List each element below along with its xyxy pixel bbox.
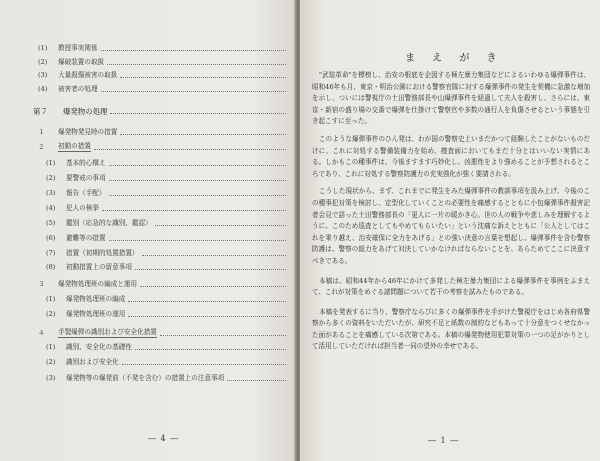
toc-entry bbox=[46, 159, 288, 168]
toc-entry-number: 第７ bbox=[33, 107, 48, 116]
toc-entry bbox=[46, 174, 288, 183]
toc-entry-number: (3) bbox=[46, 374, 56, 382]
toc-leader-dots bbox=[128, 315, 286, 317]
preface-body bbox=[312, 70, 590, 353]
toc-entry-number: (1) bbox=[46, 159, 56, 167]
toc-entry-number: (1) bbox=[38, 44, 48, 52]
preface-title: ま え が き bbox=[405, 53, 504, 64]
toc-entry-number: (2) bbox=[38, 57, 48, 66]
toc-leader-dots bbox=[155, 224, 286, 226]
toc-entry bbox=[46, 343, 288, 352]
toc-leader-dots bbox=[101, 49, 286, 51]
toc-entry-label: 措置（初期的処置措置） bbox=[66, 249, 139, 257]
toc-entry-number: ４ bbox=[38, 329, 45, 337]
toc-entry-label: 爆発物発見時の措置 bbox=[58, 128, 118, 136]
toc-entry bbox=[46, 219, 288, 228]
toc-entry bbox=[46, 204, 288, 213]
toc-leader-dots bbox=[109, 194, 286, 196]
toc-entry-number: (3) bbox=[46, 189, 56, 197]
toc-entry bbox=[38, 142, 288, 152]
paragraph: "武装革命"を標榜し、治安の根底を企図する極左暴力集団などによるいわゆる爆弾事件は、昭和46年も月、東京・明治公園における警察官隊に対する爆弾事件の発生を契機に急激な増加を示し、ついには警視庁の土田警務部長や山爆弾事件を経過して夫人を殺害し、さらには、東京・新宿の盛り場の交番で爆弾を仕掛けて警察官や多数の通行人を負傷させるという事態を引き起こすに至った。 bbox=[312, 71, 590, 126]
toc-entry-label: 鑑別（応急的な識別、鑑認） bbox=[66, 219, 152, 227]
toc-entry-number: (2) bbox=[46, 358, 56, 366]
toc-entry-number: (8) bbox=[46, 263, 56, 271]
toc-entry-number: (6) bbox=[46, 234, 56, 242]
toc-entry bbox=[46, 374, 288, 383]
toc-leader-dots bbox=[110, 112, 286, 114]
toc-entry-number: (1) bbox=[46, 343, 56, 351]
toc-entry-label: 要警戒の事項 bbox=[66, 174, 106, 182]
toc-entry-label: 被害者の処理 bbox=[58, 84, 98, 93]
toc-entry-number: (7) bbox=[46, 249, 56, 257]
toc-entry bbox=[46, 263, 288, 272]
toc-leader-dots bbox=[227, 379, 286, 381]
toc-entry-label: 大量殺傷被害の取扱 bbox=[58, 71, 118, 80]
toc-leader-dots bbox=[109, 179, 286, 181]
toc-entry-label: 爆発物処理班の運用 bbox=[66, 310, 126, 318]
left-page-number: ― 4 ― bbox=[148, 434, 180, 443]
paragraph: 本稿は、昭和44年から46年にかけて多発した極左暴力集団による爆弾事件を事例をふまえて、これが対策をめぐる諸問題について若干の考察を試みたものである。 bbox=[312, 276, 590, 297]
toc-entry-label: 識別および安全化 bbox=[66, 358, 119, 366]
toc-entry-label: 爆発物等の爆発前（不発を含む）の措置上の注意事項 bbox=[66, 374, 225, 382]
toc-entry bbox=[38, 128, 288, 137]
left-page bbox=[0, 0, 296, 461]
toc-leader-dots bbox=[135, 268, 286, 270]
toc-entry-number: (5) bbox=[46, 219, 56, 227]
toc-entry-label: 基本的心構え bbox=[66, 159, 106, 167]
toc-entry-number: (3) bbox=[38, 71, 48, 80]
toc-entry-label: 教授事実関係 bbox=[58, 44, 98, 52]
toc-entry-number: (1) bbox=[46, 295, 56, 303]
toc-leader-dots bbox=[120, 76, 286, 78]
toc-leader-dots bbox=[102, 209, 286, 211]
toc-entry-number: (2) bbox=[46, 174, 56, 182]
toc-entry bbox=[38, 71, 288, 80]
toc-leader-dots bbox=[94, 148, 286, 150]
toc-entry bbox=[38, 328, 288, 338]
toc-entry-number: ２ bbox=[38, 143, 45, 151]
toc-leader-dots bbox=[140, 285, 286, 287]
toc-entry bbox=[46, 249, 288, 258]
toc-entry bbox=[38, 280, 288, 289]
toc-entry bbox=[46, 358, 288, 367]
toc-entry-number: １ bbox=[38, 128, 45, 136]
toc-leader-dots bbox=[142, 254, 286, 256]
toc-entry-label: 手製爆弾の識別および安全化措置 bbox=[58, 328, 157, 336]
toc-entry-number: (2) bbox=[46, 310, 56, 318]
toc-entry bbox=[38, 85, 288, 94]
toc-entry-label: 識別、安全化の基礎性 bbox=[66, 343, 132, 351]
toc-entry-label: 爆発物の処理 bbox=[63, 107, 108, 116]
right-page-number: ― 1 ― bbox=[428, 436, 460, 445]
toc-entry-label: 爆破装置の取扱 bbox=[58, 57, 105, 66]
toc-leader-dots bbox=[109, 164, 286, 166]
toc-entry-label: 初動の措置 bbox=[58, 142, 91, 150]
toc-entry-number: (4) bbox=[46, 204, 56, 212]
toc-entry bbox=[46, 189, 288, 198]
paragraph: こうした現状から、まず、これまでに発生をみた爆弾事件の教訓事項を汲み上げ、今後のこの種事犯対策を検討し、定型化していくことの必要性を痛感するとともに小包爆弾事件殺害記者会見で語った土田警務部長の「更人に一片の暖かき心。世の人の戦争や悲しみを理解するように。このため巡査としてもやめてもらいたい」という沈痛な訴えとともに「公人としてはこれを乗り越え、治安確保に全力をあげる」との強い決意の言葉を想起し、爆弾事件を含む警察防護は、警察の総力をあげて対決していかなければならないことを、あらためてここに決意すべきである。 bbox=[312, 187, 590, 265]
toc-entry bbox=[46, 295, 288, 304]
toc-entry-label: 爆発物処理班の編成と運用 bbox=[58, 280, 138, 288]
paragraph: 本稿を発表するに当り、警察庁ならびに多くの爆弾事件を手がけた警視庁をはじめ各府県警察から多くの資料をいただいたが、研究不足と紙数の制約などもあって十分意をつくせなかった面があることを痛感している次第である。本稿の爆発物使用犯罪対策の一つの足がかりとして活用していただければ担当者一同の望外の幸せである。 bbox=[312, 307, 590, 351]
toc-entry bbox=[38, 58, 288, 67]
toc-leader-dots bbox=[120, 133, 286, 135]
toc-leader-dots bbox=[107, 63, 286, 65]
toc-entry-label: 避難等の措置 bbox=[66, 234, 106, 242]
toc-leader-dots bbox=[128, 300, 286, 302]
toc-entry-label: 報告（手配） bbox=[66, 189, 106, 197]
toc-leader-dots bbox=[135, 348, 286, 350]
toc-leader-dots bbox=[160, 334, 286, 336]
toc-entry-label: 犯人の検挙 bbox=[66, 204, 99, 212]
toc-entry-number: (4) bbox=[38, 84, 48, 93]
toc-entry-label: 初動措置上の留意事項 bbox=[66, 263, 132, 271]
toc-entry bbox=[46, 310, 288, 319]
toc-leader-dots bbox=[109, 239, 286, 241]
toc-leader-dots bbox=[101, 90, 286, 92]
toc-entry bbox=[38, 44, 288, 53]
paragraph: このような爆弾事件のひん発は、わが国の警察史上いまだかつて経験したことがないものだけに、これに対処する警備装備力を始め、捜査面においてもまだ十分とはいいない実情にある。しかもこの種事件は、今後ますます巧妙化し、凶悪性をより強めることが予想されるところであり、これに対処する警察防護力の充実強化が強く要請される。 bbox=[312, 134, 590, 178]
toc-leader-dots bbox=[122, 363, 286, 365]
toc-entry-number: ３ bbox=[38, 280, 45, 288]
toc-entry bbox=[33, 107, 288, 116]
toc-entry bbox=[46, 234, 288, 243]
toc-entry-label: 爆発物処理班の編成 bbox=[66, 295, 126, 303]
